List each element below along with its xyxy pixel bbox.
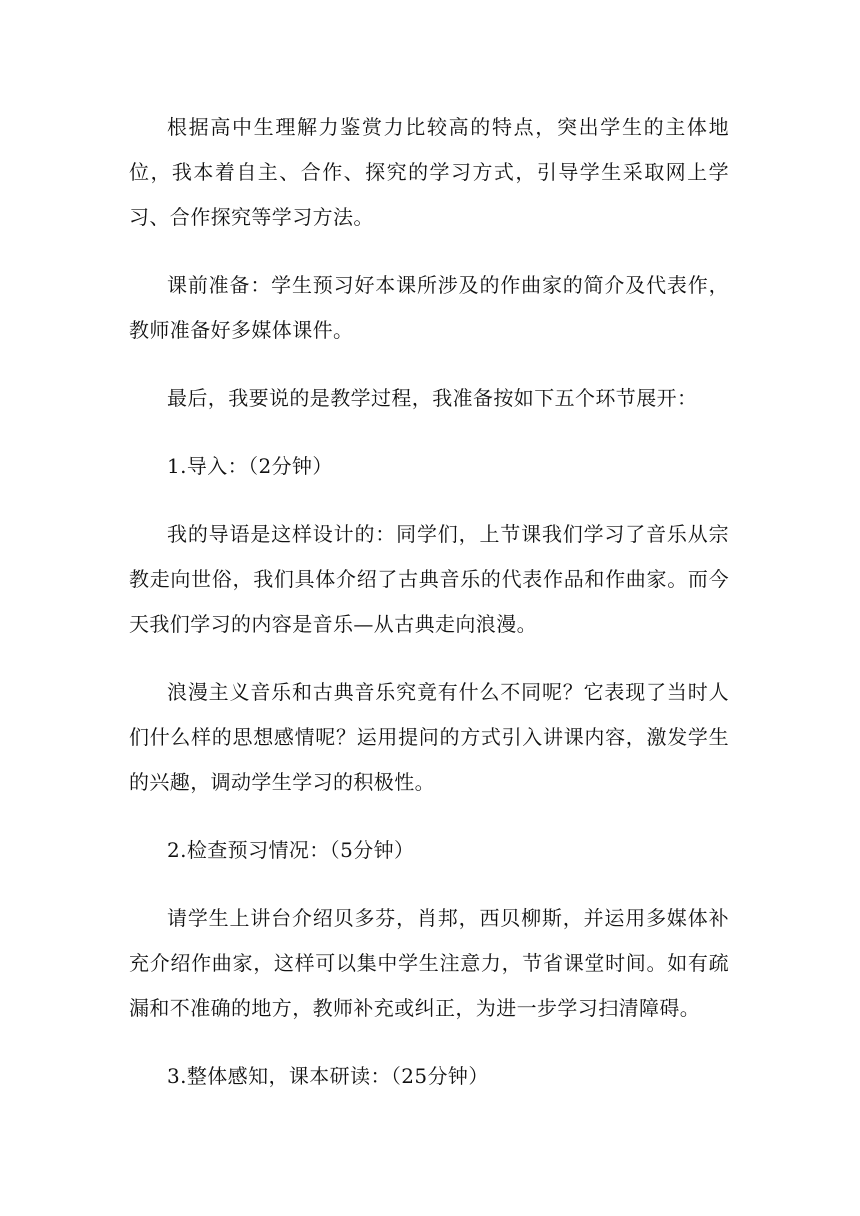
section-heading-overall-perception: 3.整体感知，课本研读：（25分钟） [167,1064,489,1088]
paragraph-student-focus: 根据高中生理解力鉴赏力比较高的特点，突出学生的主体地位，我本着自主、合作、探究的学习方式，引导学生采取网上学习、合作探究等学习方法。 [129,115,729,229]
section-heading-preview-check: 2.检查预习情况：（5分钟） [167,838,415,862]
section-heading-introduction: 1.导入：（2分钟） [167,454,333,478]
document-body [129,105,729,1122]
paragraph-questions: 浪漫主义音乐和古典音乐究竟有什么不同呢？它表现了当时人们什么样的思想感情呢？运用提问的方式引入讲课内容，激发学生的兴趣，调动学生学习的积极性。 [129,680,729,794]
paragraph-preparation: 课前准备：学生预习好本课所涉及的作曲家的简介及代表作，教师准备好多媒体课件。 [129,273,729,342]
paragraph-composer-intro: 请学生上讲台介绍贝多芬，肖邦，西贝柳斯，并运用多媒体补充介绍作曲家，这样可以集中学生注意力，节省课堂时间。如有疏漏和不准确的地方，教师补充或纠正，为进一步学习扫清障碍。 [129,906,729,1020]
paragraph-lead-in: 我的导语是这样设计的：同学们，上节课我们学习了音乐从宗教走向世俗，我们具体介绍了古典音乐的代表作品和作曲家。而今天我们学习的内容是音乐—从古典走向浪漫。 [129,522,729,636]
paragraph-process-intro: 最后，我要说的是教学过程，我准备按如下五个环节展开： [167,386,698,410]
